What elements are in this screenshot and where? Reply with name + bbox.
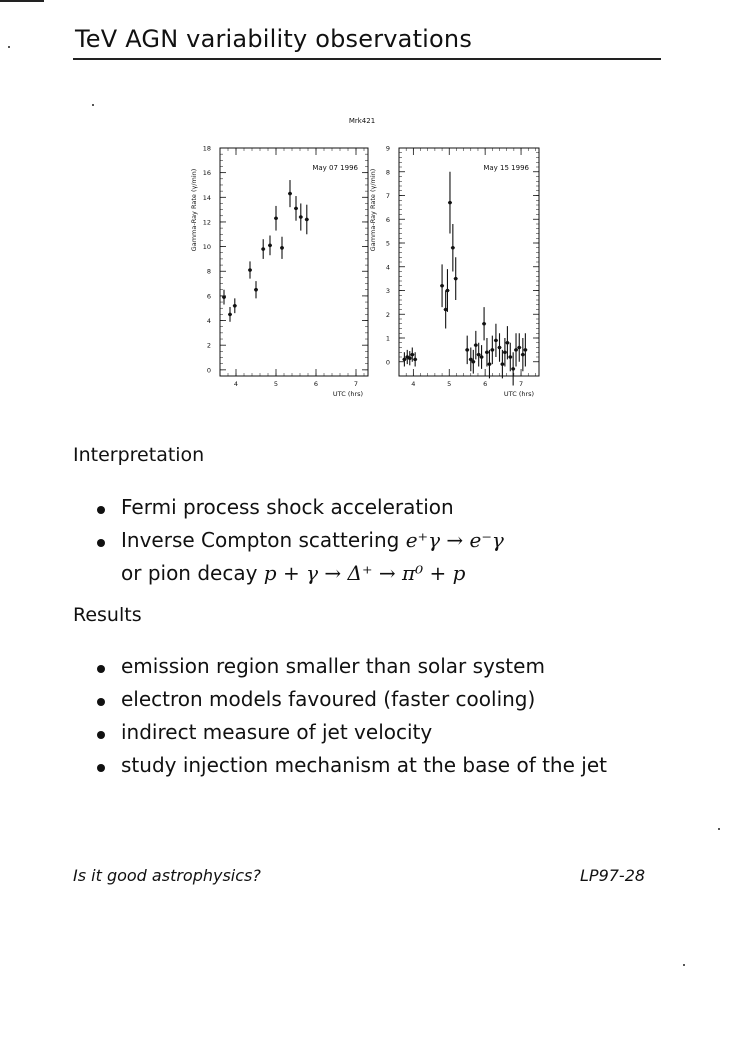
y-tick-label: 0	[385, 358, 390, 367]
data-point	[503, 350, 507, 354]
x-tick-label: 6	[483, 380, 488, 388]
panel-frame-may15	[399, 148, 539, 376]
data-point	[494, 339, 498, 343]
data-point	[511, 367, 515, 371]
y-tick-label: 8	[385, 168, 390, 177]
results-item-1: emission region smaller than solar system	[121, 654, 545, 678]
data-point	[228, 313, 232, 317]
data-point	[233, 304, 237, 308]
y-tick-label: 2	[206, 341, 211, 350]
y-tick-label: 2	[385, 310, 390, 319]
y-tick-label: 6	[206, 292, 211, 301]
x-axis-label: UTC (hrs)	[332, 390, 364, 398]
data-point	[294, 207, 298, 211]
title-rule	[73, 58, 661, 60]
scan-speck	[92, 104, 94, 106]
data-point	[488, 362, 492, 366]
list-item	[97, 524, 504, 590]
data-point	[440, 284, 444, 288]
data-point	[521, 353, 525, 357]
y-tick-label: 10	[202, 243, 211, 252]
x-tick-label: 4	[411, 380, 416, 388]
y-tick-label: 12	[202, 218, 211, 227]
y-tick-label: 6	[385, 215, 390, 224]
y-tick-label: 8	[206, 267, 211, 276]
list-item	[97, 683, 607, 716]
data-point	[491, 348, 495, 352]
data-point	[410, 353, 414, 357]
x-tick-label: 4	[233, 380, 239, 388]
y-tick-label: 9	[385, 144, 390, 153]
data-point	[524, 348, 528, 352]
interpretation-heading: Interpretation	[73, 444, 205, 466]
y-axis-label: Gamma-Ray Rate (γ/min)	[190, 168, 198, 252]
results-list	[97, 650, 607, 782]
data-point	[261, 247, 265, 251]
results-item-4: study injection mechanism at the base of the jet	[121, 753, 607, 777]
corner-mark	[0, 0, 44, 2]
compton-formula: e⁺γ → e⁻γ	[405, 528, 504, 552]
lightcurve-figure	[170, 112, 560, 402]
data-point	[448, 201, 452, 205]
panel-date-label: May 15 1996	[483, 164, 529, 172]
data-point	[274, 216, 278, 220]
x-tick-label: 7	[518, 380, 524, 388]
data-point	[465, 348, 469, 352]
y-tick-label: 4	[385, 263, 390, 272]
data-point	[477, 353, 481, 357]
data-point	[485, 350, 489, 354]
y-tick-label: 16	[202, 169, 211, 178]
data-point	[472, 360, 476, 364]
x-tick-label: 5	[447, 380, 452, 388]
results-item-3: indirect measure of jet velocity	[121, 720, 433, 744]
data-point	[517, 346, 521, 350]
y-tick-label: 18	[202, 144, 211, 153]
data-point	[288, 192, 292, 196]
y-tick-label: 7	[385, 192, 390, 200]
data-point	[454, 277, 458, 281]
data-point	[254, 288, 258, 292]
y-axis-label: Gamma-Ray Rate (γ/min)	[369, 168, 377, 252]
footer-question: Is it good astrophysics?	[73, 866, 261, 885]
x-axis-label: UTC (hrs)	[503, 390, 535, 398]
x-tick-label: 5	[273, 380, 279, 388]
panel-date-label: May 07 1996	[312, 164, 358, 172]
y-tick-label: 1	[385, 334, 390, 343]
footer-ref: LP97-28	[580, 866, 646, 885]
data-point	[446, 289, 450, 293]
list-item	[97, 650, 607, 683]
interpretation-item-1: Fermi process shock acceleration	[121, 495, 454, 519]
x-tick-label: 6	[313, 380, 319, 388]
data-point	[280, 246, 284, 250]
figure-source-label: Mrk421	[348, 117, 376, 125]
x-tick-label: 7	[353, 380, 359, 388]
data-point	[222, 295, 226, 299]
scan-speck	[683, 964, 685, 966]
interpretation-item-2-text: Inverse Compton scattering	[121, 528, 400, 552]
y-tick-label: 3	[385, 287, 390, 295]
pion-decay-formula: p + γ → Δ⁺ → π⁰ + p	[263, 561, 466, 585]
data-point	[506, 341, 510, 345]
data-point	[403, 358, 407, 362]
data-point	[501, 362, 505, 366]
panel-frame-may07	[220, 148, 368, 376]
y-tick-label: 14	[202, 193, 211, 202]
results-heading: Results	[73, 604, 142, 626]
interpretation-item-2-line2-text: or pion decay	[121, 561, 258, 585]
data-point	[514, 348, 518, 352]
scan-speck	[8, 46, 10, 48]
results-item-2: electron models favoured (faster cooling)	[121, 687, 536, 711]
interpretation-list	[97, 491, 504, 590]
data-point	[268, 244, 272, 248]
data-point	[413, 358, 417, 362]
y-tick-label: 4	[206, 317, 211, 326]
data-point	[451, 246, 455, 250]
list-item	[97, 491, 504, 524]
lightcurve-svg	[170, 112, 560, 402]
data-point	[248, 268, 252, 272]
data-point	[408, 356, 412, 360]
data-point	[305, 218, 309, 222]
list-item	[97, 749, 607, 782]
y-tick-label: 5	[385, 239, 390, 248]
data-point	[480, 355, 484, 359]
data-point	[508, 355, 512, 359]
y-tick-label: 0	[206, 366, 211, 375]
page-title: TeV AGN variability observations	[75, 25, 473, 53]
scan-speck	[718, 828, 720, 830]
data-point	[474, 343, 478, 347]
data-point	[482, 322, 486, 326]
data-point	[299, 215, 303, 219]
list-item	[97, 716, 607, 749]
data-point	[498, 346, 502, 350]
